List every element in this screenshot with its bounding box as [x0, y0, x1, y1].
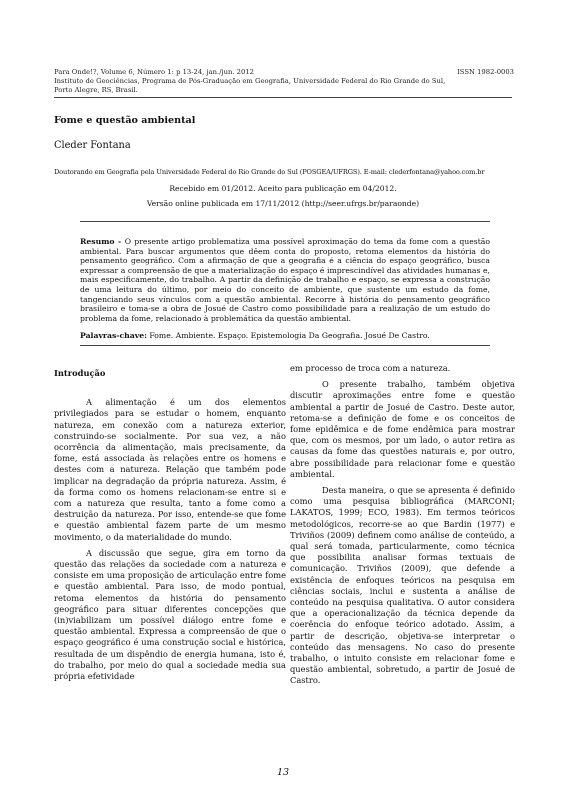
author-affiliation: Doutorando em Geografia pela Universidade Federal do Rio Grande do Sul (POSGEA/UFRGS). E-mail: clederfontana@yahoo.com.br [54, 168, 485, 176]
header-rule [54, 97, 512, 98]
right-column [290, 363, 515, 692]
received-date: Recebido em 01/2012. Aceito para publicação em 04/2012. [169, 184, 397, 193]
issn: ISSN 1982-0003 [457, 68, 514, 76]
keywords-text: Fome. Ambiente. Espaço. Epistemologia Da Geografia. Josué De Castro. [149, 331, 430, 340]
paragraph: O presente trabalho, também objetiva discutir aproximações entre fome e questão ambiental a partir de Josué de Castro. Deste autor, retoma-se a definição de fome e os conceitos de fome epidêmica e de fome endêmica para mostrar que, com os mesmos, por um lado, o autor retira as causas da fome das questões naturais e, por outro, abre possibilidade para relacionar fome e questão ambiental. [290, 379, 515, 479]
online-version: Versão online publicada em 17/11/2012 (http://seer.ufrgs.br/paraonde) [146, 199, 420, 208]
keywords [80, 331, 490, 340]
location-line: Porto Alegre, RS, Brasil. [54, 86, 138, 94]
abstract-bottom-rule [80, 345, 490, 346]
abstract-top-rule [80, 221, 490, 222]
journal-citation: Para Onde!?, Volume 6, Número 1: p 13-24, jan./jun. 2012 [54, 68, 254, 76]
abstract [80, 237, 490, 323]
running-header [54, 68, 514, 95]
page-number: 13 [276, 767, 290, 778]
intro-heading: Introdução [54, 368, 106, 378]
institution-line: Instituto de Geociências, Programa de Pós-Graduação em Geografia, Universidade Federal do Rio Grande do Sul, [54, 77, 446, 85]
paragraph: A discussão que segue, gira em torno da questão das relações da sociedade com a natureza e consiste em uma proposição de articulação entre fome e questão ambiental. Para isso, de modo pontual, retoma elementos da história do pensamento geográfico para situar diferentes concepções que (in)viabilizam um possível diálogo entre fome e questão ambiental. Expressa a compreensão de que o espaço geográfico é uma construção social e histórica, resultada de um dispêndio de energia humana, isto é, do trabalho, por meio do qual a sociedade media sua própria efetividade [54, 547, 286, 682]
paragraph: A alimentação é um dos elementos privilegiados para se estudar o homem, enquanto natureza, em conexão com a natureza exterior, construindo-se socialmente. Por sua vez, a não ocorrência da alimentação, mais precisamente, da fome, está associada às relações entre os homens e destes com a natureza. Relação que também pode implicar na degradação da própria natureza. Assim, é da forma como os homens relacionam-se entre si e com a natureza que resulta, tanto a fome como a destruição da natureza. Por isso, entende-se que fome e questão ambiental fazem parte de um mesmo movimento, o da materialidade do mundo. [54, 397, 286, 542]
paragraph: Desta maneira, o que se apresenta é definido como uma pesquisa bibliográfica (MARCONI; LAKATOS, 1999; ECO, 1983). Em termos teóricos metodológicos, recorre-se ao que Bardin (1977) e Triviños (2009) definem como análise de conteúdo, a qual será tomada, particularmente, como técnica que possibilita analisar formas textuais de comunicação. Triviños (2009), que defende a existência de enfoques teóricos na pesquisa em ciências sociais, inclui e sustenta a análise de conteúdo na pesquisa qualitativa. O autor considera que a operacionalização da técnica depende da coerência do enfoque teórico adotado. Assim, a partir de descrição, objetiva-se interpretar o conteúdo das mensagens. No caso do presente trabalho, o intuito consiste em relacionar fome e questão ambiental, sobretudo, a partir de Josué de Castro. [290, 485, 515, 686]
author-name: Cleder Fontana [54, 140, 131, 151]
article-title: Fome e questão ambiental [54, 115, 196, 126]
keywords-label: Palavras-chave: [80, 331, 147, 340]
left-column [54, 365, 286, 687]
abstract-label: Resumo - [80, 237, 125, 246]
abstract-text: O presente artigo problematiza uma possível aproximação do tema da fome com a questão ambiental. Para buscar argumentos que dêem conta do proposto, retoma elementos da história do pensamento geográfico. Com a afirmação de que a geografia é a ciência do espaço geográfico, busca expressar a compreensão de que a materialização do espaço é imprescindível das atividades humanas e, mais especificamente, do trabalho. A partir da definição de trabalho e espaço, se expressa a construção de uma leitura do último, por meio do conceito de ambiente, que sustente um estudo da fome, tangenciando seus vínculos com a questão ambiental. Recorre à história do pensamento geográfico brasileiro e toma-se a obra de Josué de Castro como possibilidade para a realização de um estudo do problema da fome, relacionado à problemática da questão ambiental. [80, 237, 490, 323]
paragraph: em processo de troca com a natureza. [290, 363, 451, 373]
